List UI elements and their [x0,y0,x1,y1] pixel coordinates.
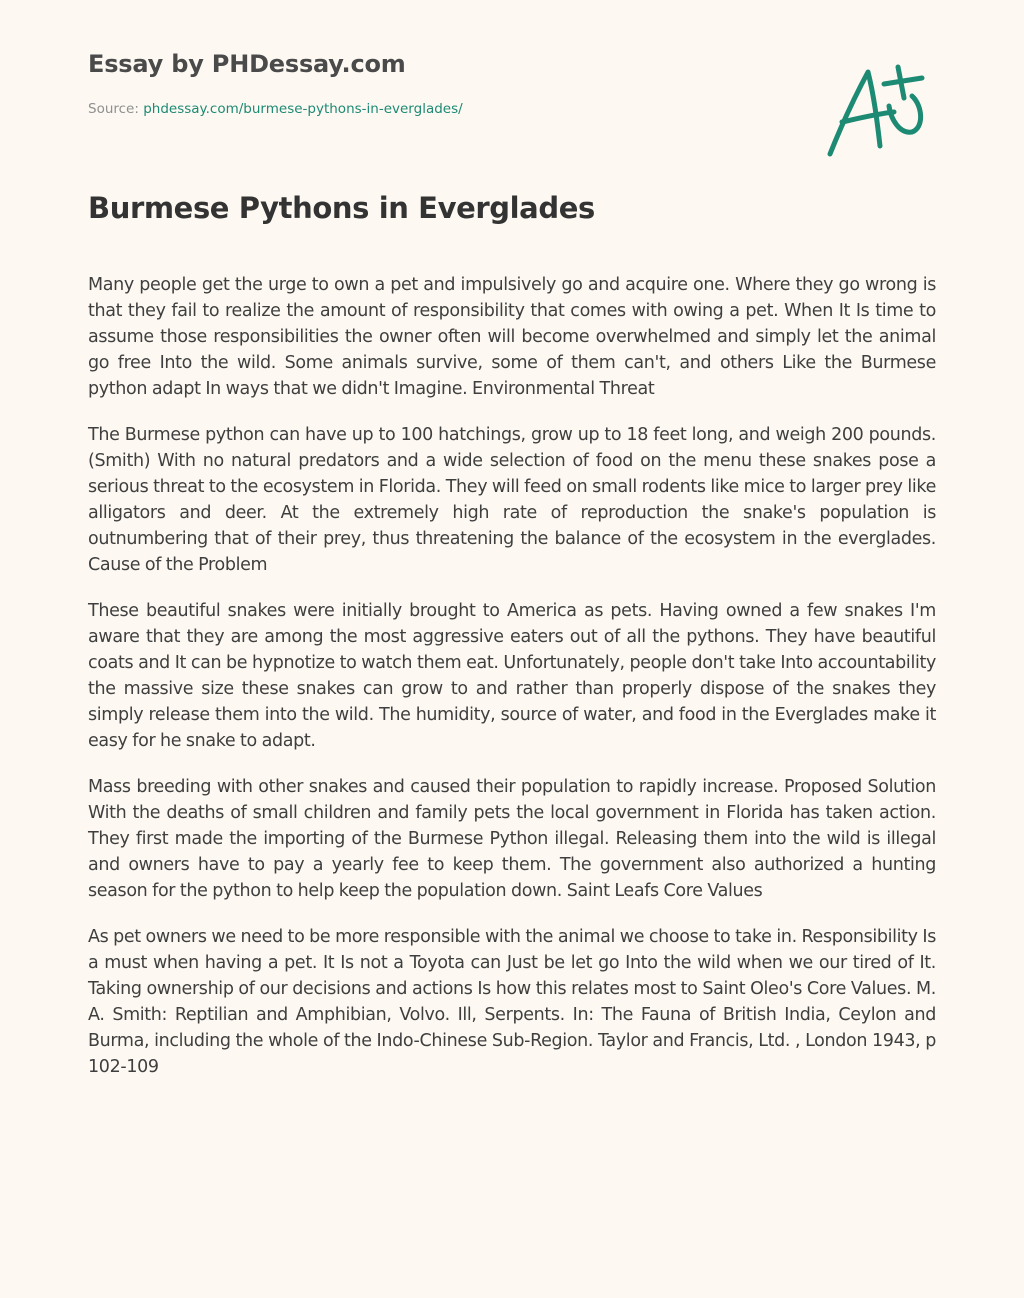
essay-paragraph: These beautiful snakes were initially brought to America as pets. Having owned a few snakes I'm aware that they are among the most aggressive eaters out of all the pythons. They have beautiful coats and It can be hypnotize to watch them eat. Unfortunately, people don't take Into accountability the massive size these snakes can grow to and rather than properly dispose of the snakes they simply release them into the wild. The humidity, source of water, and food in the Everglades make it easy for he snake to adapt. [88,601,936,751]
essay-body [88,272,936,1100]
essay-paragraph: Many people get the urge to own a pet and impulsively go and acquire one. Where they go wrong is that they fail to realize the amount of responsibility that comes with owing a pet. When It Is time to assume those responsibilities the owner often will become overwhelmed and simply let the animal go free Into the wild. Some animals survive, some of them can't, and others Like the Burmese python adapt In ways that we didn't Imagine. Environmental Threat [88,275,936,399]
essay-paragraph: As pet owners we need to be more responsible with the animal we choose to take in. Responsibility Is a must when having a pet. It Is not a Toyota can Just be let go Into the wild when we our tired of It. Taking ownership of our decisions and actions Is how this relates most to Saint Oleo's Core Values. M. A. Smith: Reptilian and Amphibian, Volvo. Ill, Serpents. In: The Fauna of British India, Ceylon and Burma, including the whole of the Indo-Chinese Sub-Region. Taylor and Francis, Ltd. , London 1943, p 102-109 [88,927,936,1077]
source-label: Source: [88,101,139,117]
essay-paragraph: The Burmese python can have up to 100 hatchings, grow up to 18 feet long, and weigh 200 pounds. (Smith) With no natural predators and a wide selection of food on the menu these snakes pose a serious threat to the ecosystem in Florida. They will feed on small rodents like mice to larger prey like alligators and deer. At the extremely high rate of reproduction the snake's population is outnumbering that of their prey, thus threatening the balance of the ecosystem in the everglades. Cause of the Problem [88,425,936,575]
source-link[interactable]: phdessay.com/burmese-pythons-in-everglades/ [143,101,463,117]
site-brand: Essay by PHDessay.com [88,50,406,78]
a-plus-grade-icon [820,62,932,162]
essay-title: Burmese Pythons in Everglades [88,191,595,225]
source-line [88,101,463,117]
essay-paragraph: Mass breeding with other snakes and caused their population to rapidly increase. Proposed Solution With the deaths of small children and family pets the local government in Florida has taken action. They first made the importing of the Burmese Python illegal. Releasing them into the wild is illegal and owners have to pay a yearly fee to keep them. The government also authorized a hunting season for the python to help keep the population down. Saint Leafs Core Values [88,777,936,901]
